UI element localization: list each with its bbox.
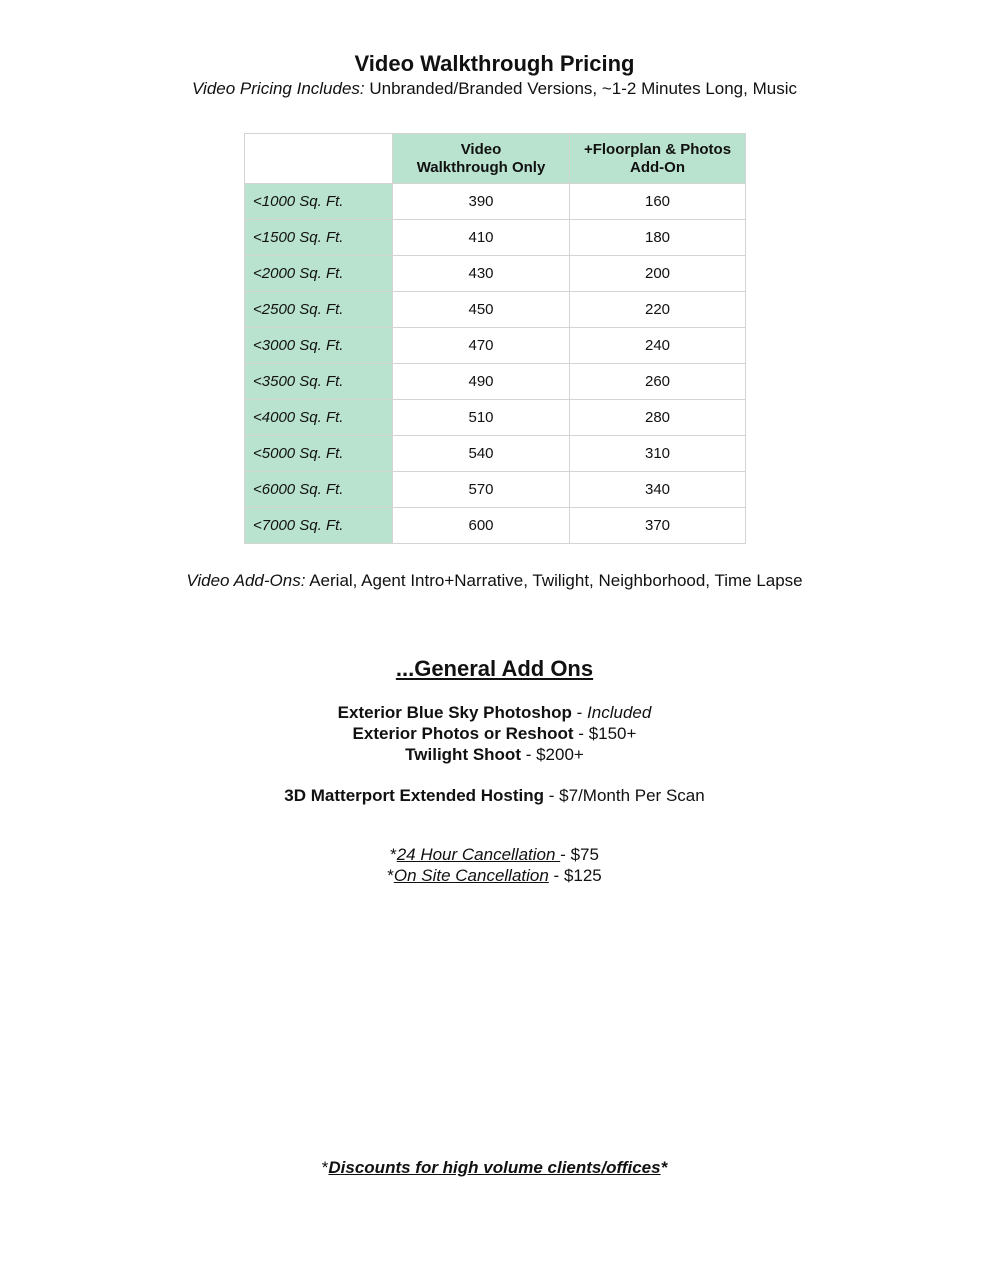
- video-price-cell: 570: [393, 472, 570, 508]
- addon-price-cell: 160: [570, 184, 746, 220]
- addon-price-cell: 220: [570, 292, 746, 328]
- video-price-cell: 600: [393, 508, 570, 544]
- cancellation-price: $125: [563, 866, 602, 885]
- size-cell: <2500 Sq. Ft.: [245, 292, 393, 328]
- addon-item-price: $7/Month Per Scan: [559, 786, 705, 805]
- addon-price-cell: 340: [570, 472, 746, 508]
- video-price-cell: 430: [393, 256, 570, 292]
- header-video-only-label: Video Walkthrough Only: [416, 140, 546, 176]
- table-row: [245, 184, 746, 220]
- addon-item: [0, 786, 989, 806]
- includes-label: Video Pricing Includes:: [192, 79, 365, 98]
- header-floorplan-addon: [570, 134, 746, 184]
- discount-text: Discounts for high volume clients/offices: [328, 1158, 661, 1177]
- page-title: Video Walkthrough Pricing: [354, 51, 635, 76]
- table-row: [245, 364, 746, 400]
- size-cell: <3500 Sq. Ft.: [245, 364, 393, 400]
- table-row: [245, 472, 746, 508]
- discount-suffix: *: [660, 1158, 668, 1177]
- addon-item: [0, 724, 989, 744]
- cancellation-name: 24 Hour Cancellation: [396, 845, 561, 864]
- cancellation-sep: -: [548, 866, 564, 885]
- video-addons-line: [0, 571, 989, 591]
- addon-item-name: Exterior Blue Sky Photoshop: [337, 703, 572, 722]
- addon-item: [0, 745, 989, 765]
- general-addons-title: ...General Add Ons: [395, 656, 594, 681]
- discount-prefix: *: [321, 1158, 329, 1177]
- cancellation-item: [0, 845, 989, 865]
- addon-item-name: Twilight Shoot: [405, 745, 521, 764]
- size-cell: <6000 Sq. Ft.: [245, 472, 393, 508]
- addon-price-cell: 180: [570, 220, 746, 256]
- size-cell: <1000 Sq. Ft.: [245, 184, 393, 220]
- video-price-cell: 510: [393, 400, 570, 436]
- addon-item-name: Exterior Photos or Reshoot: [352, 724, 574, 743]
- size-cell: <5000 Sq. Ft.: [245, 436, 393, 472]
- header-floorplan-addon-label: +Floorplan & Photos Add-On: [583, 140, 732, 176]
- video-addons-label: Video Add-Ons:: [186, 571, 306, 590]
- pricing-table: [244, 133, 746, 544]
- header-size: [245, 134, 393, 184]
- table-row: [245, 328, 746, 364]
- addon-item-sep: -: [573, 724, 589, 743]
- table-row: [245, 292, 746, 328]
- table-row: [245, 508, 746, 544]
- table-row: [245, 400, 746, 436]
- size-cell: <3000 Sq. Ft.: [245, 328, 393, 364]
- cancellation-prefix: *: [390, 845, 397, 864]
- addon-price-cell: 310: [570, 436, 746, 472]
- size-cell: <7000 Sq. Ft.: [245, 508, 393, 544]
- pricing-includes: [0, 79, 989, 99]
- addon-item-sep: -: [571, 703, 588, 722]
- discount-note: [0, 1158, 989, 1178]
- video-price-cell: 410: [393, 220, 570, 256]
- header-video-only: [393, 134, 570, 184]
- table-row: [245, 436, 746, 472]
- addon-item-sep: -: [544, 786, 560, 805]
- video-price-cell: 470: [393, 328, 570, 364]
- cancellation-sep: -: [560, 845, 571, 864]
- addon-price-cell: 280: [570, 400, 746, 436]
- table-header-row: [245, 134, 746, 184]
- addon-price-cell: 240: [570, 328, 746, 364]
- size-cell: <4000 Sq. Ft.: [245, 400, 393, 436]
- addon-price-cell: 260: [570, 364, 746, 400]
- cancellation-name: On Site Cancellation: [393, 866, 549, 885]
- video-price-cell: 450: [393, 292, 570, 328]
- table-row: [245, 256, 746, 292]
- size-cell: <2000 Sq. Ft.: [245, 256, 393, 292]
- addon-item-price: $150+: [588, 724, 637, 743]
- addon-item-price: $200+: [536, 745, 584, 764]
- addon-price-cell: 200: [570, 256, 746, 292]
- cancellation-item: [0, 866, 989, 886]
- addon-item: [0, 703, 989, 723]
- addon-item-sep: -: [520, 745, 537, 764]
- video-addons-text: Aerial, Agent Intro+Narrative, Twilight, Neighborhood, Time Lapse: [305, 571, 803, 590]
- includes-text: Unbranded/Branded Versions, ~1-2 Minutes Long, Music: [364, 79, 797, 98]
- addon-item-name: 3D Matterport Extended Hosting: [284, 786, 545, 805]
- size-cell: <1500 Sq. Ft.: [245, 220, 393, 256]
- addon-item-price: Included: [587, 703, 652, 722]
- video-price-cell: 390: [393, 184, 570, 220]
- video-price-cell: 540: [393, 436, 570, 472]
- cancellation-price: $75: [570, 845, 599, 864]
- table-row: [245, 220, 746, 256]
- cancellation-prefix: *: [387, 866, 394, 885]
- video-price-cell: 490: [393, 364, 570, 400]
- addon-price-cell: 370: [570, 508, 746, 544]
